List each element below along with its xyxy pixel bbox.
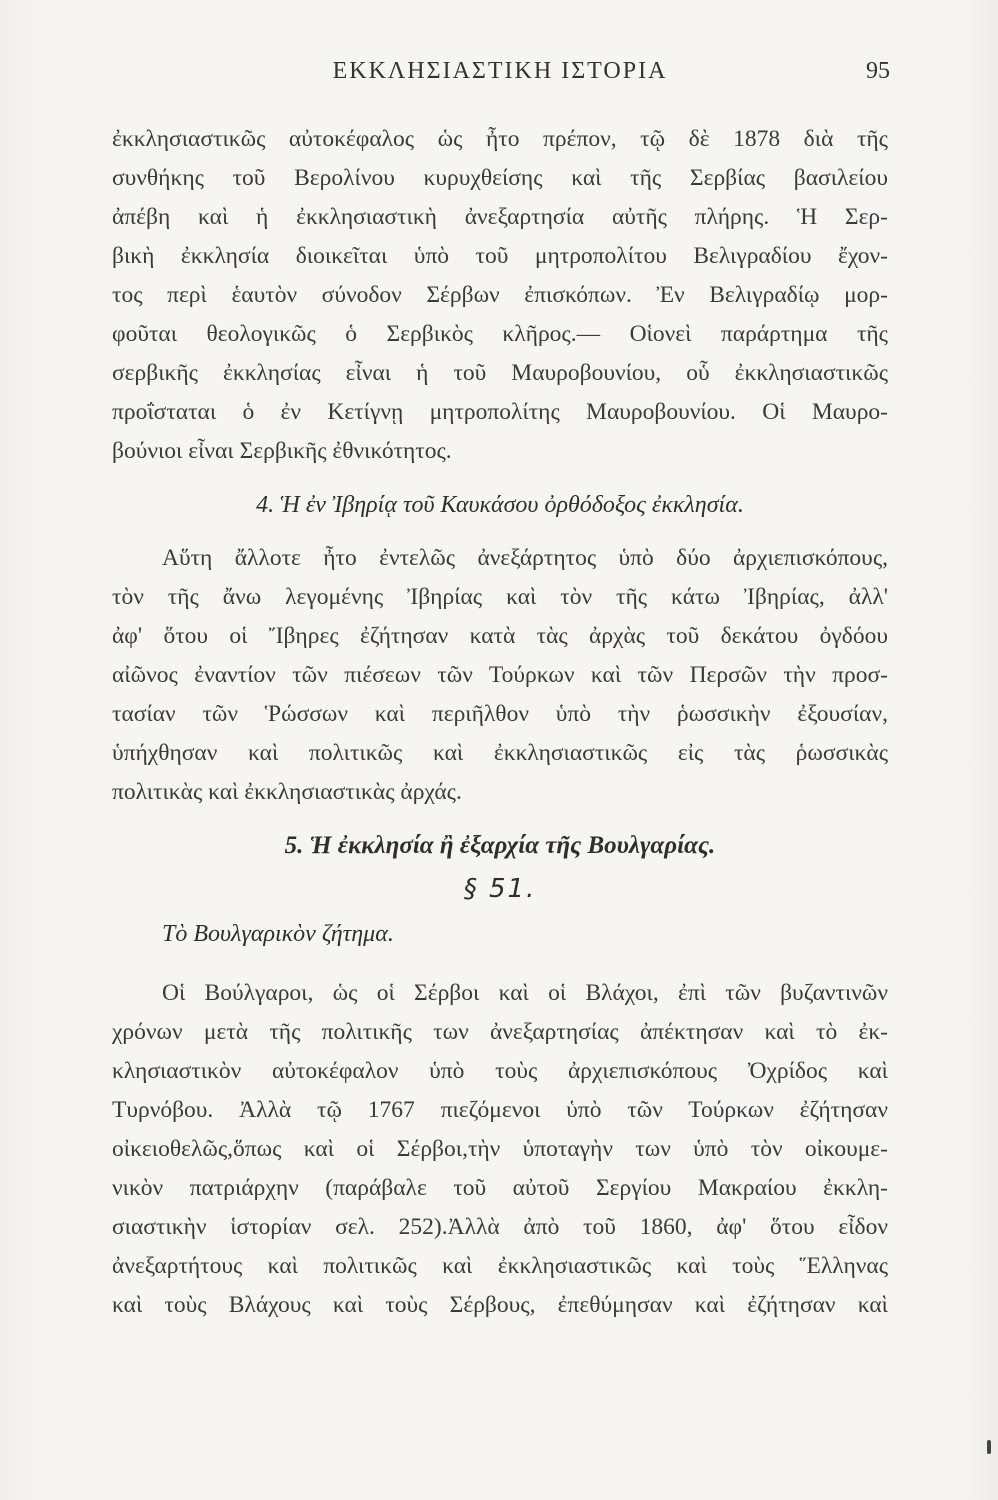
page-number: 95 xyxy=(866,58,890,84)
text-line: πολιτικὰς καὶ ἐκκλησιαστικὰς ἀρχάς. xyxy=(112,779,462,805)
text-line: Τυρνόβου. Ἀλλὰ τῷ 1767 πιεζόμενοι ὑπὸ τῶν Τούρκων ἐζήτησαν xyxy=(112,1097,888,1123)
text-line: συνθήκης τοῦ Βερολίνου κυρυχθείσης καὶ τῆς Σερβίας βασιλείου xyxy=(112,165,888,191)
scan-speck xyxy=(987,1440,991,1454)
text-line: χρόνων μετὰ τῆς πολιτικῆς των ἀνεξαρτησίας ἀπέκτησαν καὶ τὸ ἐκ- xyxy=(112,1019,888,1045)
text-line: ἐκκλησιαστικῶς αὐτοκέφαλος ὡς ἦτο πρέπον, τῷ δὲ 1878 διὰ τῆς xyxy=(112,126,888,152)
section-heading-bulgaria: 5. Ἡ ἐκκλησία ἢ ἐξαρχία τῆς Βουλγαρίας. xyxy=(284,832,716,859)
text-line: οἰκειοθελῶς,ὅπως καὶ οἱ Σέρβοι,τὴν ὑποταγὴν των ὑπὸ τὸν οἰκουμε- xyxy=(112,1136,888,1162)
paragraph-serbian-church xyxy=(112,120,888,471)
text-line: βούνιοι εἶναι Σερβικῆς ἐθνικότητος. xyxy=(112,438,452,464)
text-line: ἀνεξαρτήτους καὶ πολιτικῶς καὶ ἐκκλησιαστικῶς καὶ τοὺς Ἕλληνας xyxy=(112,1253,888,1279)
text-line: προΐσταται ὁ ἐν Κετίγνῃ μητροπολίτης Μαυροβουνίου. Οἱ Μαυρο- xyxy=(112,399,888,425)
text-line: τὸν τῆς ἄνω λεγομένης Ἰβηρίας καὶ τὸν τῆς κάτω Ἰβηρίας, ἀλλ' xyxy=(112,584,888,610)
section-number: § 51. xyxy=(463,874,537,904)
text-line: καὶ τοὺς Βλάχους καὶ τοὺς Σέρβους, ἐπεθύμησαν καὶ ἐζήτησαν καὶ xyxy=(112,1292,888,1318)
body-text xyxy=(112,120,888,1325)
paragraph-bulgarian-question xyxy=(112,974,888,1325)
page-header xyxy=(110,58,890,94)
text-line: ἀπέβη καὶ ἡ ἐκκλησιαστικὴ ἀνεξαρτησία αὐτῆς πλήρης. Ἡ Σερ- xyxy=(112,204,888,230)
text-line: ἀφ' ὅτου οἱ Ἴβηρες ἐζήτησαν κατὰ τὰς ἀρχὰς τοῦ δεκάτου ὀγδόου xyxy=(112,623,888,649)
text-line: αἰῶνος ἐναντίον τῶν πιέσεων τῶν Τούρκων καὶ τῶν Περσῶν τὴν προσ- xyxy=(112,662,888,688)
text-line: νικὸν πατριάρχην (παράβαλε τοῦ αὐτοῦ Σεργίου Μακραίου ἐκκλη- xyxy=(112,1175,888,1201)
text-line: σερβικῆς ἐκκλησίας εἶναι ἡ τοῦ Μαυροβουνίου, οὗ ἐκκλησιαστικῶς xyxy=(112,360,888,386)
running-title: ΕΚΚΛΗΣΙΑΣΤΙΚΗ ΙΣΤΟΡΙΑ xyxy=(332,58,668,84)
text-line: φοῦται θεολογικῶς ὁ Σερβικὸς κλῆρος.— Οἱονεὶ παράρτημα τῆς xyxy=(112,321,888,347)
text-line: κλησιαστικὸν αὐτοκέφαλον ὑπὸ τοὺς ἀρχιεπισκόπους Ὀχρίδος καὶ xyxy=(112,1058,888,1084)
text-line: σιαστικὴν ἱστορίαν σελ. 252).Ἀλλὰ ἀπὸ τοῦ 1860, ἀφ' ὅτου εἶδον xyxy=(112,1214,888,1240)
section-heading-iberia: 4. Ἡ ἐν Ἰβηρίᾳ τοῦ Καυκάσου ὀρθόδοξος ἐκκλησία. xyxy=(256,492,744,518)
paragraph-iberian-church xyxy=(112,539,888,812)
text-line: τασίαν τῶν Ῥώσσων καὶ περιῆλθον ὑπὸ τὴν ῥωσσικὴν ἐξουσίαν, xyxy=(112,701,888,727)
text-line: Αὕτη ἄλλοτε ἦτο ἐντελῶς ἀνεξάρτητος ὑπὸ δύο ἀρχιεπισκόπους, xyxy=(162,545,888,571)
text-line: βικὴ ἐκκλησία διοικεῖται ὑπὸ τοῦ μητροπολίτου Βελιγραδίου ἔχον- xyxy=(112,243,888,269)
text-line: τος περὶ ἑαυτὸν σύνοδον Σέρβων ἐπισκόπων. Ἐν Βελιγραδίῳ μορ- xyxy=(112,282,888,308)
text-line: Οἱ Βούλγαροι, ὡς οἱ Σέρβοι καὶ οἱ Βλάχοι, ἐπὶ τῶν βυζαντινῶν xyxy=(162,980,888,1006)
subsection-title: Τὸ Βουλγαρικὸν ζήτημα. xyxy=(162,921,394,947)
text-line: ὑπήχθησαν καὶ πολιτικῶς καὶ ἐκκλησιαστικῶς εἰς τὰς ῥωσσικὰς xyxy=(112,740,888,766)
